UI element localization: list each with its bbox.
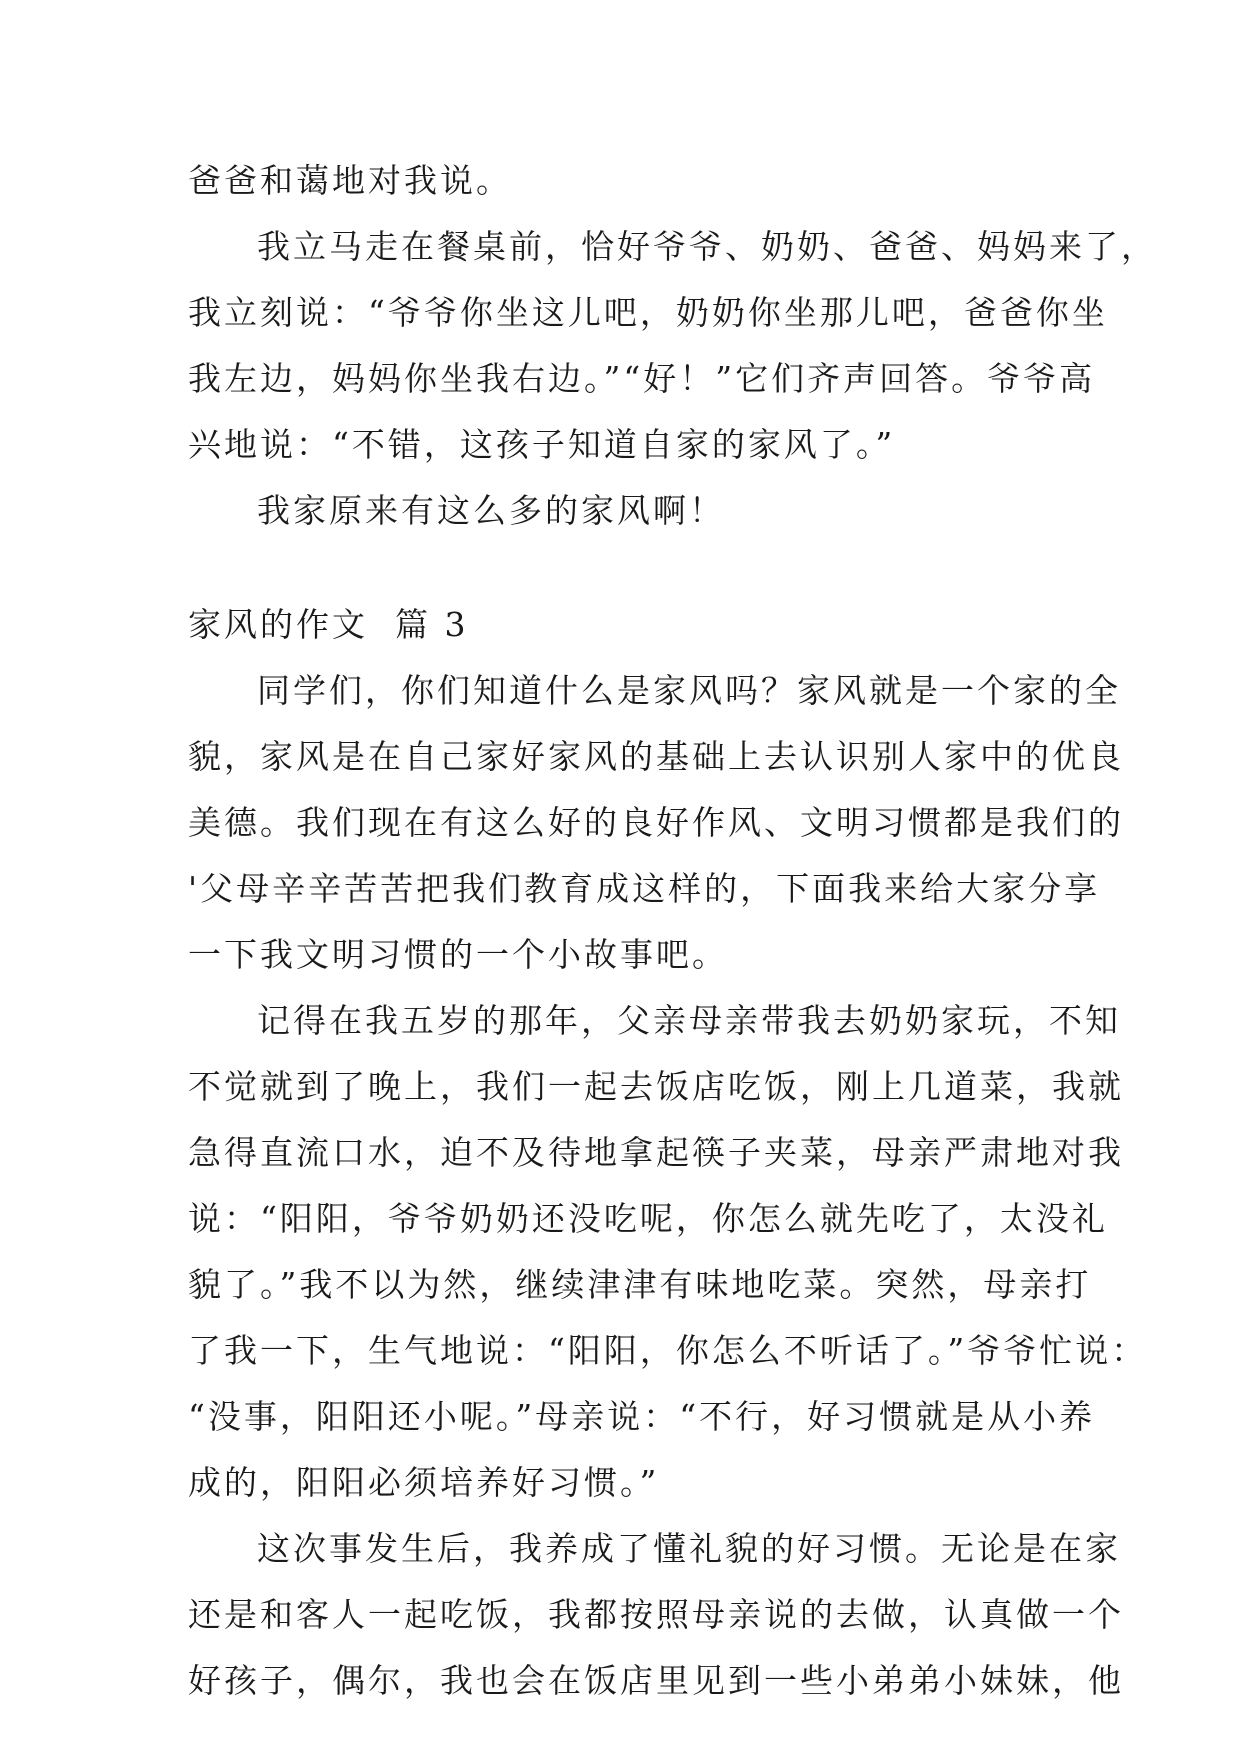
section-spacer: [188, 544, 1060, 592]
paragraph-line: 我左边，妈妈你坐我右边。”“好！”它们齐声回答。爷爷高: [188, 359, 1096, 398]
paragraph-line: '父母辛辛苦苦把我们教育成这样的，下面我来给大家分享: [188, 869, 1101, 908]
section-title: 家风的作文 篇 3: [188, 605, 469, 644]
paragraph-line: 还是和客人一起吃饭，我都按照母亲说的去做，认真做一个: [188, 1595, 1124, 1634]
paragraph-line: 了我一下，生气地说：“阳阳，你怎么不听话了。”爷爷忙说：: [188, 1331, 1148, 1370]
paragraph-line: 这次事发生后，我养成了懂礼貌的好习惯。无论是在家: [257, 1529, 1121, 1568]
paragraph-line: 爸爸和蔼地对我说。: [188, 161, 512, 200]
paragraph-line: 貌了。”我不以为然，继续津津有味地吃菜。突然，母亲打: [188, 1265, 1092, 1304]
paragraph-line: 一下我文明习惯的一个小故事吧。: [188, 935, 728, 974]
paragraph-line: 说：“阳阳，爷爷奶奶还没吃呢，你怎么就先吃了，太没礼: [188, 1199, 1108, 1238]
paragraph-line: 美德。我们现在有这么好的良好作风、文明习惯都是我们的: [188, 803, 1124, 842]
paragraph-line: 好孩子，偶尔，我也会在饭店里见到一些小弟弟小妹妹，他: [188, 1661, 1124, 1700]
paragraph-line: 我立马走在餐桌前，恰好爷爷、奶奶、爸爸、妈妈来了，: [257, 227, 1157, 266]
paragraph-line: 不觉就到了晚上，我们一起去饭店吃饭，刚上几道菜，我就: [188, 1067, 1124, 1106]
paragraph-line: 我家原来有这么多的家风啊！: [257, 491, 725, 530]
paragraph-line: “没事，阳阳还小呢。”母亲说：“不行，好习惯就是从小养: [188, 1397, 1096, 1436]
paragraph-line: 急得直流口水，迫不及待地拿起筷子夹菜，母亲严肃地对我: [188, 1133, 1124, 1172]
paragraph-line: 记得在我五岁的那年，父亲母亲带我去奶奶家玩，不知: [257, 1001, 1121, 1040]
paragraph-line: 成的，阳阳必须培养好习惯。”: [188, 1463, 660, 1502]
paragraph-line: 兴地说：“不错，这孩子知道自家的家风了。”: [188, 425, 896, 464]
paragraph-line: 同学们，你们知道什么是家风吗？家风就是一个家的全: [257, 671, 1121, 710]
document-body: [188, 148, 1157, 1714]
paragraph-line: 貌，家风是在自己家好家风的基础上去认识别人家中的优良: [188, 737, 1124, 776]
paragraph-line: 我立刻说：“爷爷你坐这儿吧，奶奶你坐那儿吧，爸爸你坐: [188, 293, 1108, 332]
